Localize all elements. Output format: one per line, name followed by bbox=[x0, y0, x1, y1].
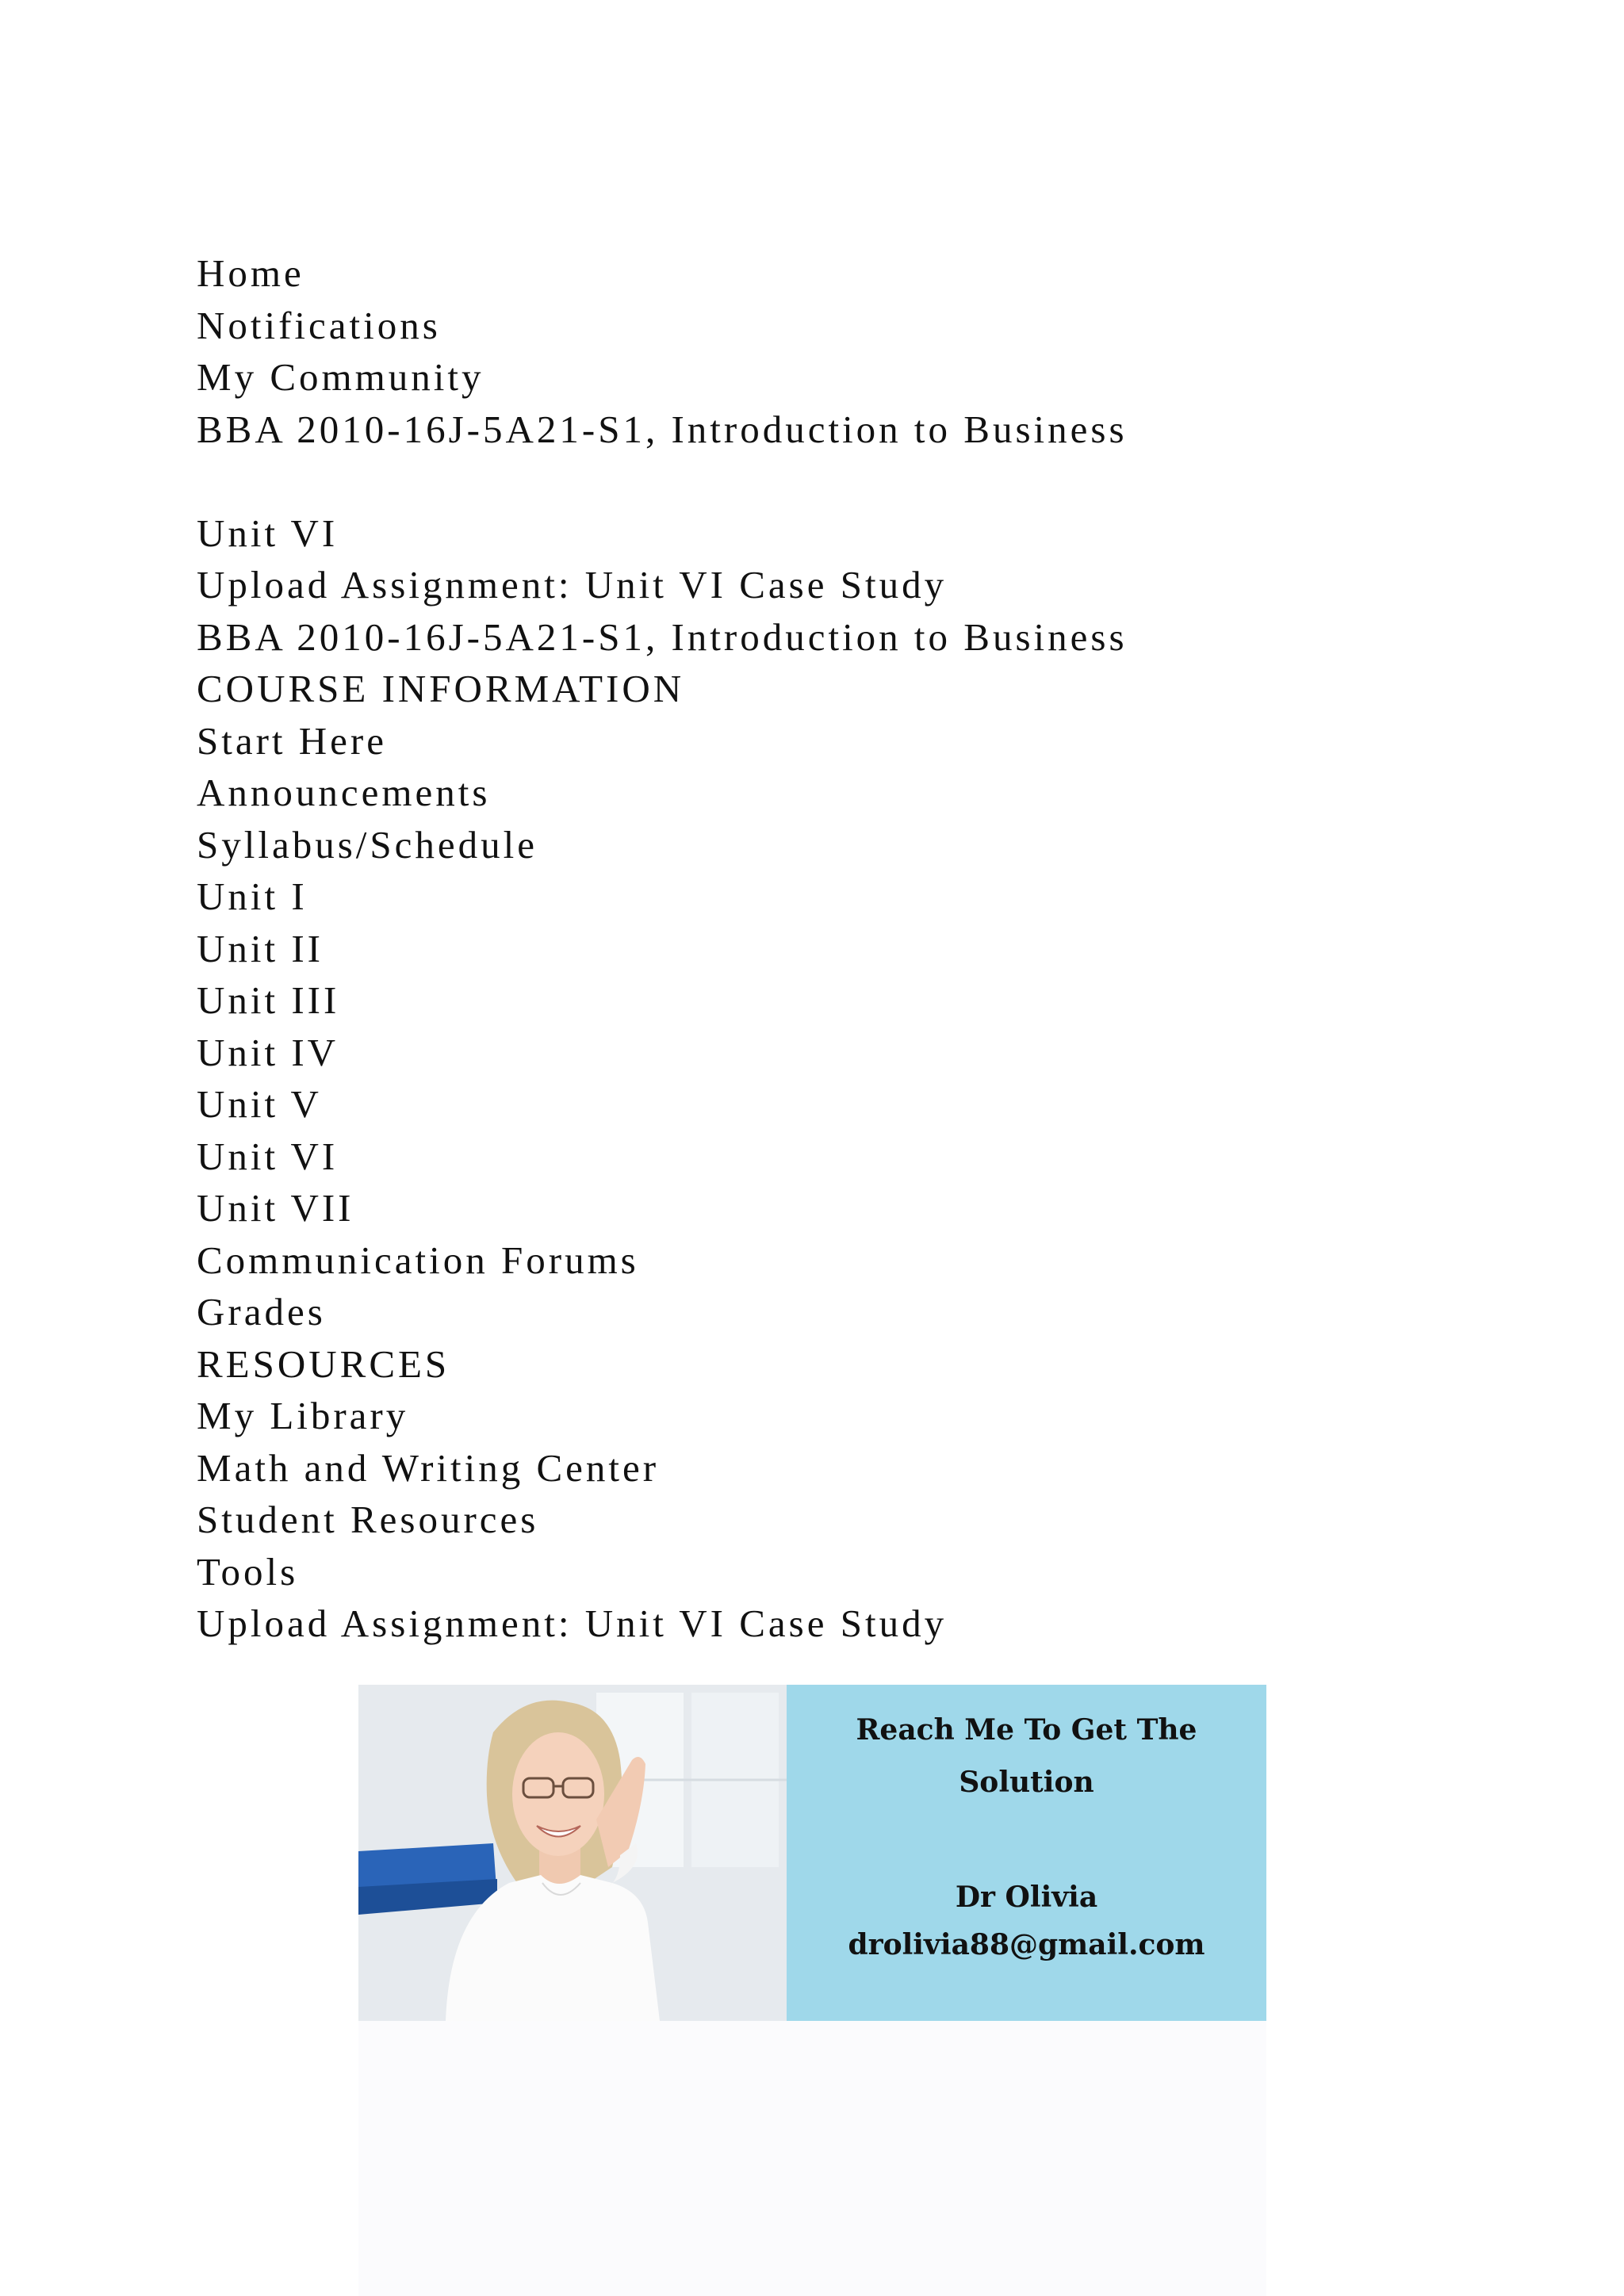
line-blank bbox=[197, 455, 1128, 507]
line-communication-forums: Communication Forums bbox=[197, 1238, 639, 1282]
line-resources: RESOURCES bbox=[197, 1341, 450, 1386]
line-syllabus: Syllabus/Schedule bbox=[197, 822, 538, 867]
line-home: Home bbox=[197, 251, 304, 295]
document-text bbox=[197, 247, 1128, 1650]
line-unit-iv: Unit IV bbox=[197, 1030, 339, 1074]
line-unit-vi: Unit VI bbox=[197, 1134, 339, 1178]
line-start-here: Start Here bbox=[197, 718, 387, 763]
line-math-writing-center: Math and Writing Center bbox=[197, 1445, 660, 1490]
promo-heading-line1: Reach Me To Get The bbox=[856, 1713, 1197, 1747]
line-notifications: Notifications bbox=[197, 303, 441, 347]
faded-image-area bbox=[358, 2021, 1266, 2296]
line-my-library: My Library bbox=[197, 1394, 409, 1437]
contact-name: Dr Olivia bbox=[955, 1881, 1098, 1914]
line-unit-vii: Unit VII bbox=[197, 1186, 354, 1230]
line-upload-assignment: Upload Assignment: Unit VI Case Study bbox=[197, 563, 948, 607]
woman-photo bbox=[358, 1685, 787, 2021]
line-tools: Tools bbox=[197, 1549, 299, 1594]
line-course-information: COURSE INFORMATION bbox=[197, 667, 685, 710]
line-grades: Grades bbox=[197, 1290, 326, 1334]
line-unit-i: Unit I bbox=[197, 874, 308, 918]
line-student-resources: Student Resources bbox=[197, 1498, 539, 1541]
line-upload-assignment-final: Upload Assignment: Unit VI Case Study bbox=[197, 1601, 948, 1645]
line-unit-vi-heading: Unit VI bbox=[197, 511, 339, 555]
woman-illustration bbox=[358, 1685, 787, 2021]
line-course-title-repeat: BBA 2010-16J-5A21-S1, Introduction to Business bbox=[197, 614, 1128, 659]
line-course-title: BBA 2010-16J-5A21-S1, Introduction to Business bbox=[197, 407, 1128, 451]
line-unit-ii: Unit II bbox=[197, 926, 324, 970]
promo-heading-line2: Solution bbox=[959, 1766, 1094, 1799]
line-unit-iii: Unit III bbox=[197, 978, 340, 1022]
contact-email: drolivia88@gmail.com bbox=[848, 1928, 1205, 1961]
promo-banner bbox=[358, 1685, 1266, 2021]
line-unit-v: Unit V bbox=[197, 1082, 322, 1126]
contact-panel bbox=[787, 1685, 1266, 2021]
line-my-community: My Community bbox=[197, 355, 485, 399]
line-announcements: Announcements bbox=[197, 771, 491, 814]
